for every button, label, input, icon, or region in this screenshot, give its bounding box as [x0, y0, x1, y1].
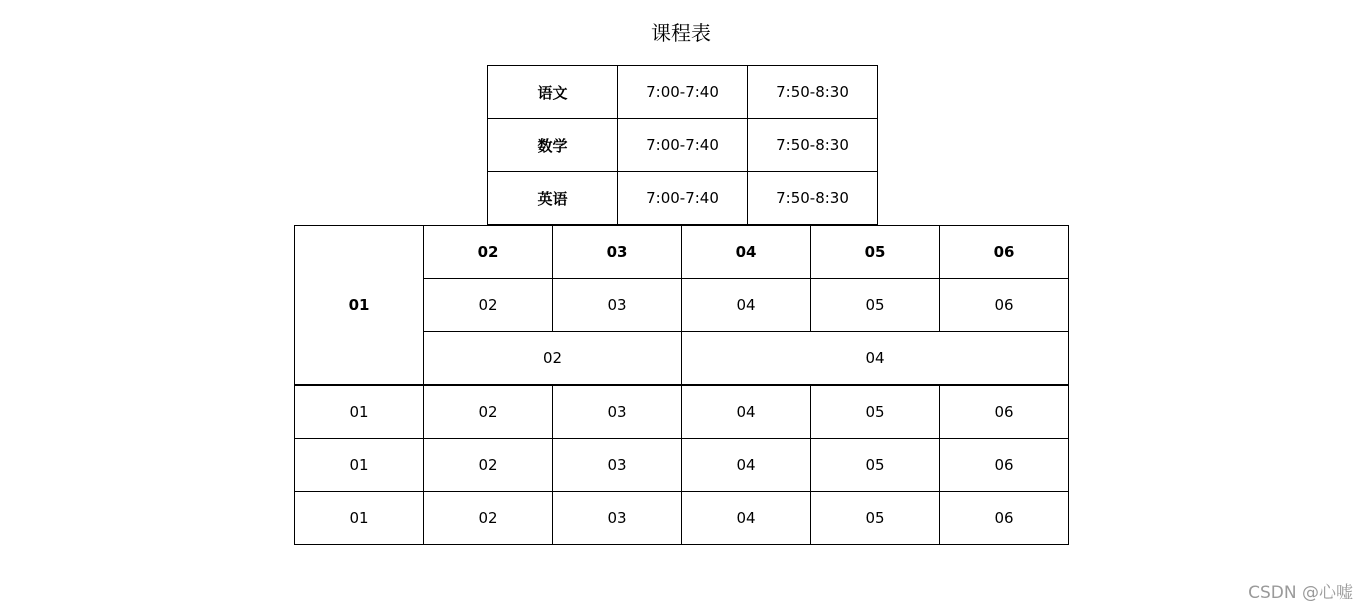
table-row — [295, 385, 1069, 439]
grid-cell: 05 — [811, 279, 940, 332]
grid-cell: 04 — [682, 385, 811, 439]
grid-header-cell: 03 — [553, 226, 682, 279]
grid-cell: 06 — [940, 439, 1069, 492]
grid-cell: 06 — [940, 492, 1069, 545]
grid-cell: 03 — [553, 439, 682, 492]
grid-cell: 01 — [295, 492, 424, 545]
grid-cell: 03 — [553, 385, 682, 439]
merged-cell: 02 — [424, 332, 682, 385]
time-slot-cell: 7:00-7:40 — [618, 172, 748, 225]
subject-cell: 语文 — [488, 66, 618, 119]
subject-cell: 英语 — [488, 172, 618, 225]
grid-header-cell: 06 — [940, 226, 1069, 279]
grid-cell: 03 — [553, 279, 682, 332]
grid-cell: 02 — [424, 385, 553, 439]
time-slot-cell: 7:00-7:40 — [618, 66, 748, 119]
grid-corner-cell: 01 — [295, 226, 424, 385]
time-slot-cell: 7:00-7:40 — [618, 119, 748, 172]
grid-cell: 01 — [295, 439, 424, 492]
grid-cell: 05 — [811, 385, 940, 439]
grid-cell: 05 — [811, 439, 940, 492]
grid-cell: 02 — [424, 492, 553, 545]
table-row — [295, 492, 1069, 545]
grid-cell: 05 — [811, 492, 940, 545]
grid-cell: 06 — [940, 279, 1069, 332]
page-title: 课程表 — [651, 21, 711, 45]
grid-cell: 04 — [682, 279, 811, 332]
grid-cell: 04 — [682, 439, 811, 492]
table-row — [488, 172, 878, 225]
grid-header-cell: 04 — [682, 226, 811, 279]
subject-cell: 数学 — [488, 119, 618, 172]
grid-cell: 06 — [940, 385, 1069, 439]
time-slot-cell: 7:50-8:30 — [748, 119, 878, 172]
grid-cell: 01 — [295, 385, 424, 439]
time-slot-cell: 7:50-8:30 — [748, 66, 878, 119]
watermark: CSDN @心嘘 — [1248, 583, 1353, 603]
table-row — [488, 66, 878, 119]
merged-cell: 04 — [682, 332, 1069, 385]
grid-table-body — [294, 384, 1069, 545]
grid-cell: 02 — [424, 439, 553, 492]
schedule-table — [487, 65, 878, 225]
grid-cell: 04 — [682, 492, 811, 545]
grid-header-cell: 02 — [424, 226, 553, 279]
grid-table-header — [294, 225, 1069, 385]
time-slot-cell: 7:50-8:30 — [748, 172, 878, 225]
grid-cell: 02 — [424, 279, 553, 332]
grid-header-cell: 05 — [811, 226, 940, 279]
grid-cell: 03 — [553, 492, 682, 545]
table-row — [295, 439, 1069, 492]
table-row — [488, 119, 878, 172]
table-row — [295, 226, 1069, 279]
